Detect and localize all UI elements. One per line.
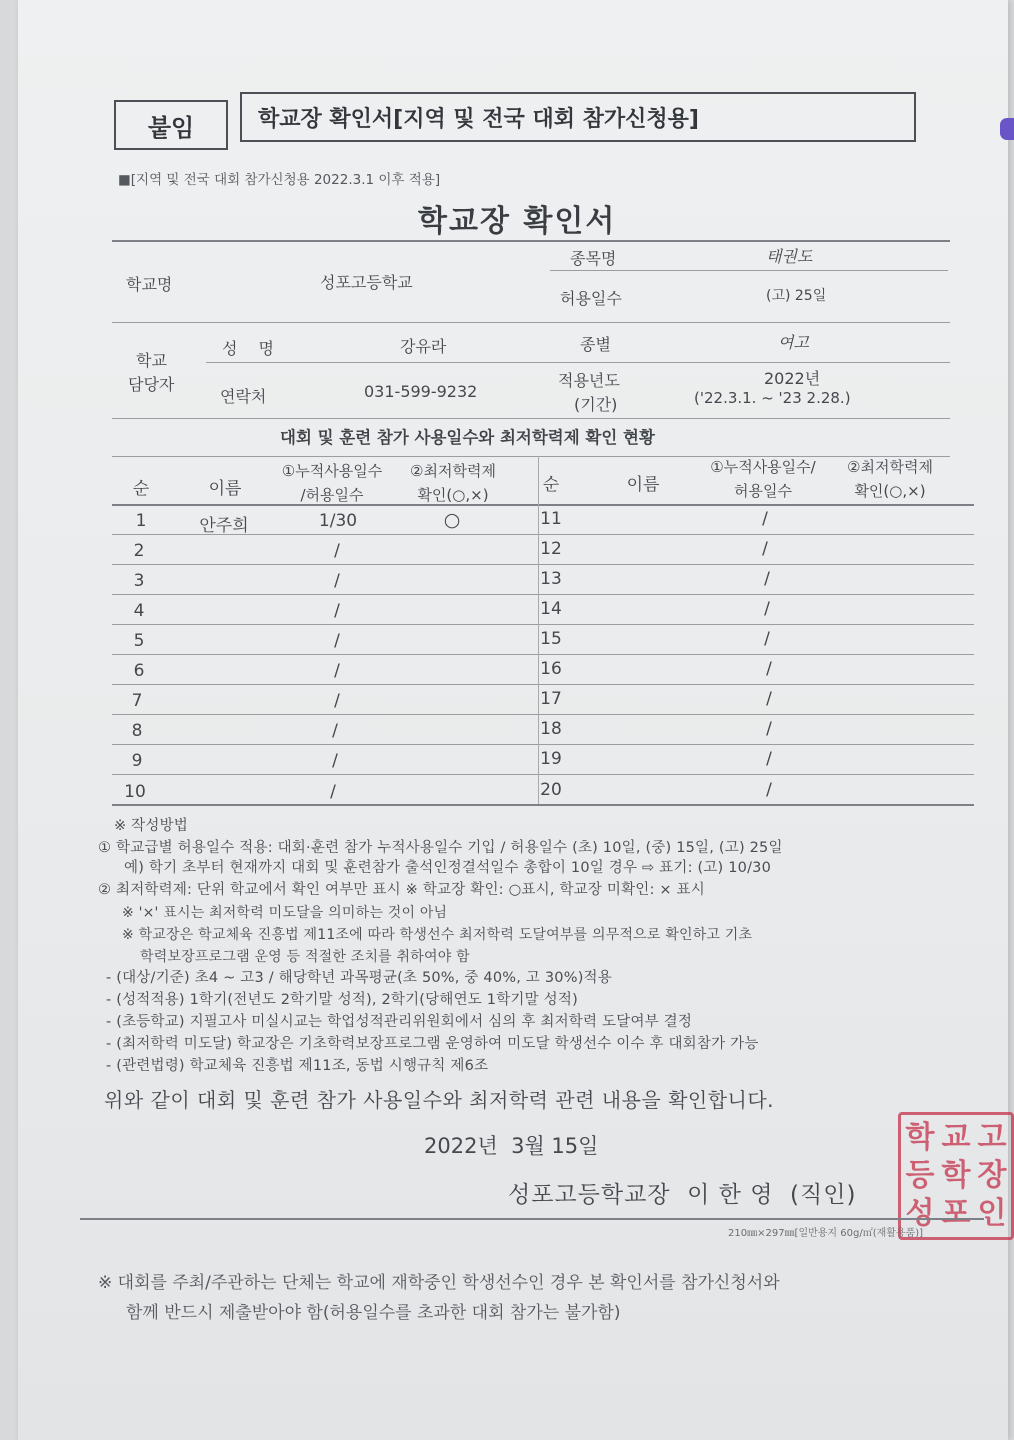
seal-char: 장	[977, 1158, 1007, 1193]
table-row-days: /	[766, 689, 772, 709]
table-row-days: /	[762, 539, 768, 559]
phone-value: 031-599-9232	[364, 382, 478, 401]
detail-elementary: - (초등학교) 지필고사 미실시교는 학업성적관리위원회에서 심의 후 최저학력 도달여부 결정	[106, 1014, 693, 1030]
info-top-rule	[112, 240, 950, 242]
table-row-no: 16	[540, 659, 562, 679]
info-rule-c	[206, 362, 950, 363]
form-title-box	[240, 92, 916, 142]
table-row-no: 10	[124, 782, 146, 802]
col-header-name-left: 이름	[208, 479, 242, 499]
table-row-days: /	[764, 629, 770, 649]
table-row-no: 19	[540, 749, 562, 769]
name-value: 강유라	[400, 337, 447, 356]
allowed-days-label: 허용일수	[560, 289, 622, 308]
year-period-value: ('22.3.1. ~ '23 2.28.)	[694, 389, 851, 407]
table-row-no: 6	[133, 661, 145, 681]
gender-value: 여고	[778, 333, 809, 352]
col-header-no-left: 순	[132, 479, 150, 499]
table-row-days: /	[766, 780, 772, 800]
year-value: 2022년	[764, 369, 821, 388]
table-row-edu: ○	[443, 509, 461, 531]
sport-label: 종목명	[570, 249, 617, 268]
table-row-no: 20	[540, 780, 562, 800]
table-row-days: /	[332, 721, 338, 741]
footer-notice-line1: ※ 대회를 주최/주관하는 단체는 학교에 재학중인 학생선수인 경우 본 확인서를 참가신청서와	[98, 1273, 780, 1293]
seal-char: 성	[905, 1196, 935, 1231]
school-label: 학교명	[126, 275, 173, 294]
table-row-days: /	[334, 541, 340, 561]
table-row-days: /	[334, 631, 340, 651]
table-row-days: /	[334, 601, 340, 621]
table-row-no: 12	[540, 539, 562, 559]
col-header-name-right: 이름	[626, 475, 660, 495]
contact-label-line2: 담당자	[128, 375, 175, 394]
form-title-text: 학교장 확인서[지역 및 전국 대회 참가신청용]	[258, 106, 699, 132]
attachment-tag	[114, 100, 228, 150]
table-row-no: 18	[540, 719, 562, 739]
detail-grades: - (성적적용) 1학기(전년도 2학기말 성적), 2학기(당해연도 1학기말 성적)	[106, 992, 578, 1008]
table-row-days: /	[334, 691, 340, 711]
attachment-tag-text: 붙임	[147, 113, 195, 142]
table-row-no: 7	[131, 691, 143, 711]
seal-char: 포	[941, 1196, 971, 1231]
allowed-days-value: (고) 25일	[766, 288, 827, 304]
sport-value: 태권도	[766, 247, 813, 266]
principal-signature-line: 성포고등학교장 이 한 영 (직인)	[508, 1182, 857, 1208]
table-row-no: 15	[540, 629, 562, 649]
table-row-no: 17	[540, 689, 562, 709]
col-header-no-right: 순	[542, 475, 560, 495]
name-label: 성 명	[222, 339, 282, 358]
table-row-no: 3	[133, 571, 145, 591]
col-header-days-left-1: ①누적사용일수	[281, 462, 383, 480]
table-row-days: /	[764, 599, 770, 619]
year-label-line2: (기간)	[574, 395, 618, 414]
year-label-line1: 적용년도	[558, 371, 620, 390]
col-header-edu-left-2: 확인(○,×)	[417, 486, 489, 504]
note-4a: ※ 학교장은 학교체육 진흥법 제11조에 따라 학생선수 최저학력 도달여부를 의무적으로 확인하고 기초	[122, 927, 753, 943]
notes-heading: ※ 작성방법	[114, 818, 188, 834]
note-1b: 예) 학기 초부터 현재까지 대회 및 훈련참가 출석인정결석일수 총합이 10일 경우 ⇨ 표기: (고) 10/30	[124, 860, 772, 876]
table-row-days: /	[766, 749, 772, 769]
confirmation-statement: 위와 같이 대회 및 훈련 참가 사용일수와 최저학력 관련 내용을 확인합니다.	[104, 1088, 775, 1112]
bottom-rule	[80, 1218, 984, 1220]
note-1a: ① 학교급별 허용일수 적용: 대회·훈련 참가 누적사용일수 기입 / 허용일수 (초) 10일, (중) 15일, (고) 25일	[98, 840, 783, 856]
table-row-days: /	[330, 782, 336, 802]
col-header-edu-right-2: 확인(○,×)	[854, 482, 926, 500]
status-section-title: 대회 및 훈련 참가 사용일수와 최저학력제 확인 현황	[280, 428, 655, 447]
detail-below-minimum: - (최저학력 미도달) 학교장은 기초학력보장프로그램 운영하여 미도달 학생선수 이수 후 대회참가 가능	[106, 1036, 759, 1052]
seal-char: 학	[905, 1120, 935, 1155]
table-row-days: /	[766, 719, 772, 739]
table-row-no: 8	[131, 721, 143, 741]
col-header-days-left-2: /허용일수	[300, 486, 364, 504]
col-header-days-right-1: ①누적사용일수/	[710, 458, 816, 476]
table-row-days: /	[762, 509, 768, 529]
note-4b: 학력보장프로그램 운영 등 적절한 조치를 취하여야 함	[140, 949, 470, 965]
note-2: ② 최저학력제: 단위 학교에서 확인 여부만 표시 ※ 학교장 확인: ○표시, 학교장 미확인: × 표시	[98, 882, 705, 898]
table-row-days: /	[332, 751, 338, 771]
table-row-days: /	[766, 659, 772, 679]
table-row-no: 5	[133, 631, 145, 651]
table-row-days: /	[334, 661, 340, 681]
detail-target: - (대상/기준) 초4 ~ 고3 / 해당학년 과목평균(초 50%, 중 40%, 고 30%)적용	[106, 970, 612, 986]
seal-char: 인	[977, 1196, 1007, 1231]
confirmation-date: 2022년 3월 15일	[424, 1134, 599, 1158]
table-row-days: /	[764, 569, 770, 589]
phone-label: 연락처	[220, 387, 267, 406]
official-seal	[898, 1112, 1014, 1240]
paper-size-note: 210㎜×297㎜[일반용지 60g/㎡(재활용품)]	[728, 1228, 924, 1239]
seal-char: 등	[905, 1158, 935, 1193]
gender-label: 종별	[580, 335, 611, 354]
table-row-days: /	[334, 571, 340, 591]
table-row-no: 13	[540, 569, 562, 589]
col-header-edu-right-1: ②최저학력제	[847, 458, 933, 476]
detail-related-law: - (관련법령) 학교체육 진흥법 제11조, 동법 시행규칙 제6조	[106, 1058, 489, 1074]
table-row-no: 9	[131, 751, 143, 771]
applicability-note: ■[지역 및 전국 대회 참가신청용 2022.3.1 이후 적용]	[118, 172, 441, 188]
col-header-edu-left-1: ②최저학력제	[410, 462, 496, 480]
table-row-no: 2	[133, 541, 145, 561]
seal-char: 교	[941, 1120, 971, 1155]
document-title: 학교장 확인서	[418, 204, 617, 239]
info-rule-b	[112, 322, 950, 323]
table-row-no: 14	[540, 599, 562, 619]
table-row-no: 1	[135, 511, 147, 531]
seal-char: 고	[977, 1120, 1007, 1155]
info-rule-d	[112, 418, 950, 419]
info-rule-a	[550, 270, 948, 271]
note-3: ※ '×' 표시는 최저학력 미도달을 의미하는 것이 아님	[122, 905, 448, 921]
footer-notice-line2: 함께 반드시 제출받아야 함(허용일수를 초과한 대회 참가는 불가함)	[126, 1303, 621, 1323]
contact-label-line1: 학교	[136, 351, 167, 370]
seal-char: 학	[941, 1158, 971, 1193]
table-row-no: 11	[540, 509, 562, 529]
col-header-days-right-2: 허용일수	[734, 482, 792, 500]
document-page	[18, 0, 1008, 1440]
school-value: 성포고등학교	[320, 273, 413, 292]
table-row-days: 1/30	[318, 511, 358, 531]
table-row-no: 4	[133, 601, 145, 621]
table-row-name: 안주희	[199, 516, 249, 536]
binder-clip	[1000, 118, 1014, 140]
